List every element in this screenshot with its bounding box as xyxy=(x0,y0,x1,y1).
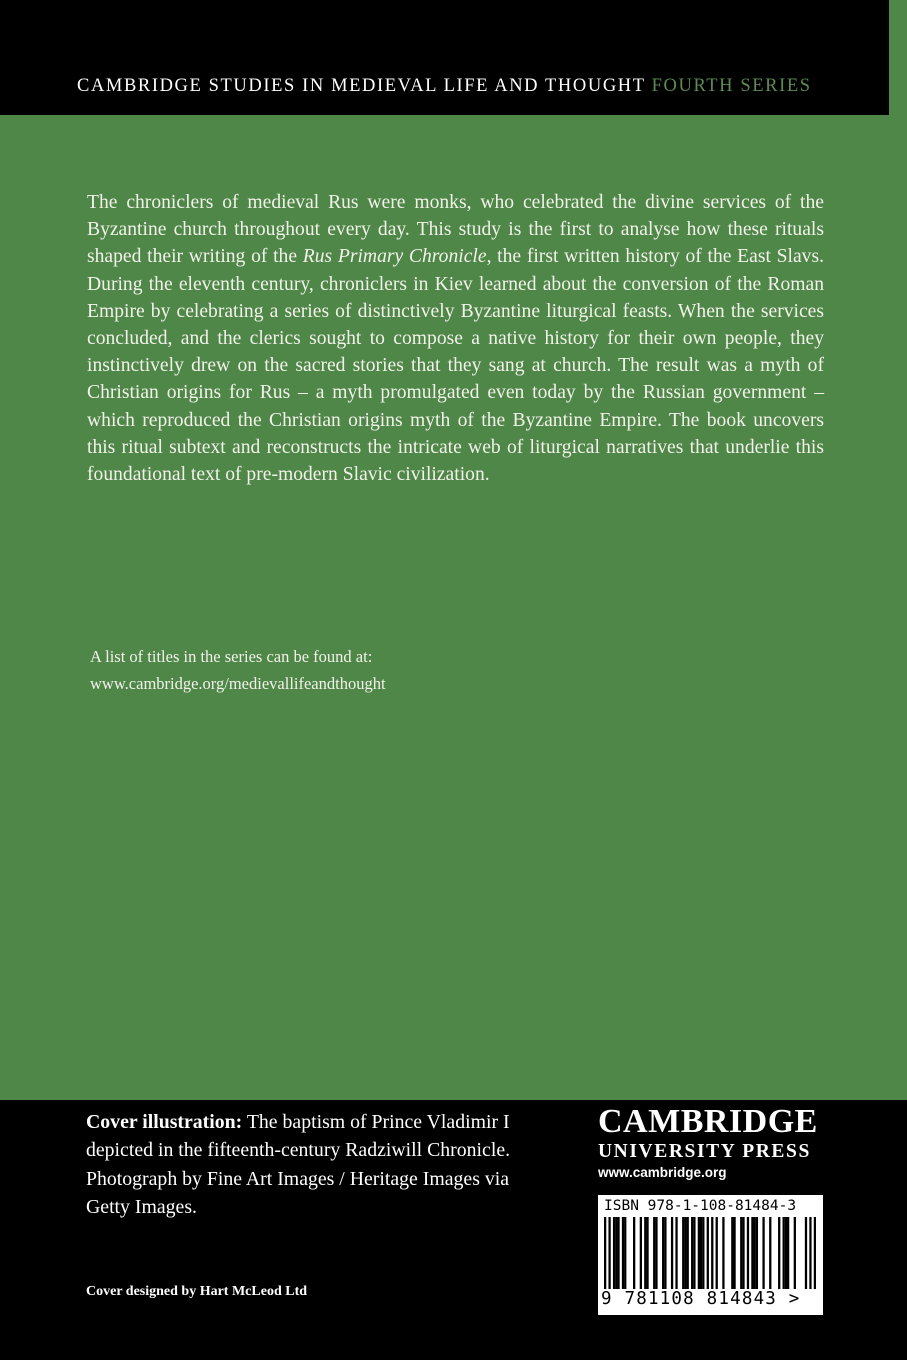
series-list-text: A list of titles in the series can be found at: xyxy=(90,647,373,666)
barcode-bar xyxy=(622,1217,624,1289)
publisher-subtitle: UNIVERSITY PRESS xyxy=(598,1141,811,1162)
barcode-bar xyxy=(664,1217,666,1289)
barcode-bar xyxy=(617,1217,619,1289)
barcode-bar xyxy=(747,1217,749,1289)
barcode-bar xyxy=(762,1217,764,1289)
barcode-bar xyxy=(778,1217,780,1289)
barcode-bar xyxy=(624,1217,626,1289)
barcode-bar xyxy=(653,1217,655,1289)
barcode-bar xyxy=(644,1217,646,1289)
barcode-bar xyxy=(751,1217,753,1289)
series-list-url[interactable]: www.cambridge.org/medievallifeandthought xyxy=(90,674,386,693)
barcode-icon xyxy=(604,1217,816,1289)
publisher-url[interactable]: www.cambridge.org xyxy=(598,1165,727,1180)
barcode-bar xyxy=(608,1217,610,1289)
barcode-bar xyxy=(615,1217,617,1289)
barcode-bar xyxy=(613,1217,615,1289)
barcode-bar xyxy=(604,1217,606,1289)
barcode-bar xyxy=(742,1217,744,1289)
barcode-bar xyxy=(754,1217,756,1289)
publisher-name: CAMBRIDGE xyxy=(598,1103,818,1140)
barcode-bar xyxy=(687,1217,689,1289)
barcode-bar xyxy=(722,1217,724,1289)
barcode-bar xyxy=(809,1217,811,1289)
barcode-bar xyxy=(769,1217,771,1289)
series-list-note xyxy=(90,643,386,697)
chronicle-title: Rus Primary Chronicle xyxy=(302,246,487,268)
barcode-bar xyxy=(700,1217,702,1289)
barcode-bar xyxy=(731,1217,733,1289)
series-number: FOURTH SERIES xyxy=(651,76,812,96)
barcode-bar xyxy=(691,1217,693,1289)
barcode-bar xyxy=(702,1217,704,1289)
barcode-bar xyxy=(671,1217,673,1289)
barcode-bar xyxy=(740,1217,742,1289)
barcode-bar xyxy=(698,1217,700,1289)
barcode-bar xyxy=(646,1217,648,1289)
description-part-2: , the first written history of the East Slavs. During the eleventh century, chroniclers in Kiev learned about the conversion of the Roman Empire by celebrating a series of distinctively Byzantine liturgical feasts. When the services concluded, and the clerics sought to compose a native history for their own people, they instinctively drew on the sacred stories that they sang at church. The result was a myth of Christian origins for Rus – a myth promulgated even today by the Russian government – which reproduced the Christian origins myth of the Byzantine Empire. The book uncovers this ritual subtext and reconstructs the intricate web of liturgical narratives that underlie this foundational text of pre-modern Slavic civilization. xyxy=(87,246,824,486)
barcode-digits: 9 781108 814843 > xyxy=(601,1289,801,1309)
barcode-bar xyxy=(655,1217,657,1289)
barcode-bar xyxy=(707,1217,709,1289)
barcode-bar xyxy=(794,1217,796,1289)
book-description xyxy=(87,189,824,488)
barcode-bar xyxy=(783,1217,785,1289)
series-heading xyxy=(77,76,812,97)
publisher-logo xyxy=(598,1103,818,1183)
barcode-bar xyxy=(682,1217,684,1289)
barcode-bar xyxy=(733,1217,735,1289)
description-part-1: The chroniclers of medieval Rus were monks, who celebrated the divine services of the Byzantine church throughout every day. This study is the first to analyse how these rituals shaped their writing of the xyxy=(87,192,824,268)
series-band xyxy=(0,0,889,115)
cover-illustration-label: Cover illustration: xyxy=(86,1111,243,1133)
isbn-label: ISBN 978-1-108-81484-3 xyxy=(604,1198,797,1214)
barcode-bar xyxy=(805,1217,807,1289)
barcode-bar xyxy=(785,1217,787,1289)
barcode-bar xyxy=(633,1217,635,1289)
series-title: CAMBRIDGE STUDIES IN MEDIEVAL LIFE AND THOUGHT xyxy=(77,76,646,96)
cover-designer-credit: Cover designed by Hart McLeod Ltd xyxy=(86,1284,308,1299)
barcode-bar xyxy=(640,1217,642,1289)
barcode-bar xyxy=(711,1217,713,1289)
barcode-bar xyxy=(787,1217,789,1289)
barcode-bar xyxy=(756,1217,758,1289)
barcode-bar xyxy=(684,1217,686,1289)
green-edge-strip xyxy=(889,0,907,1100)
cover-illustration-credit xyxy=(86,1108,516,1221)
barcode-bar xyxy=(662,1217,664,1289)
barcode-bar xyxy=(814,1217,816,1289)
barcode-bar xyxy=(693,1217,695,1289)
barcode-bar xyxy=(716,1217,718,1289)
barcode-bar xyxy=(675,1217,677,1289)
isbn-barcode-block xyxy=(598,1195,823,1315)
cover-illustration-text: The baptism of Prince Vladimir I depicted in the fifteenth-century Radziwill Chronicle. Photograph by Fine Art Images / Heritage Images via Getty Images. xyxy=(86,1111,511,1218)
